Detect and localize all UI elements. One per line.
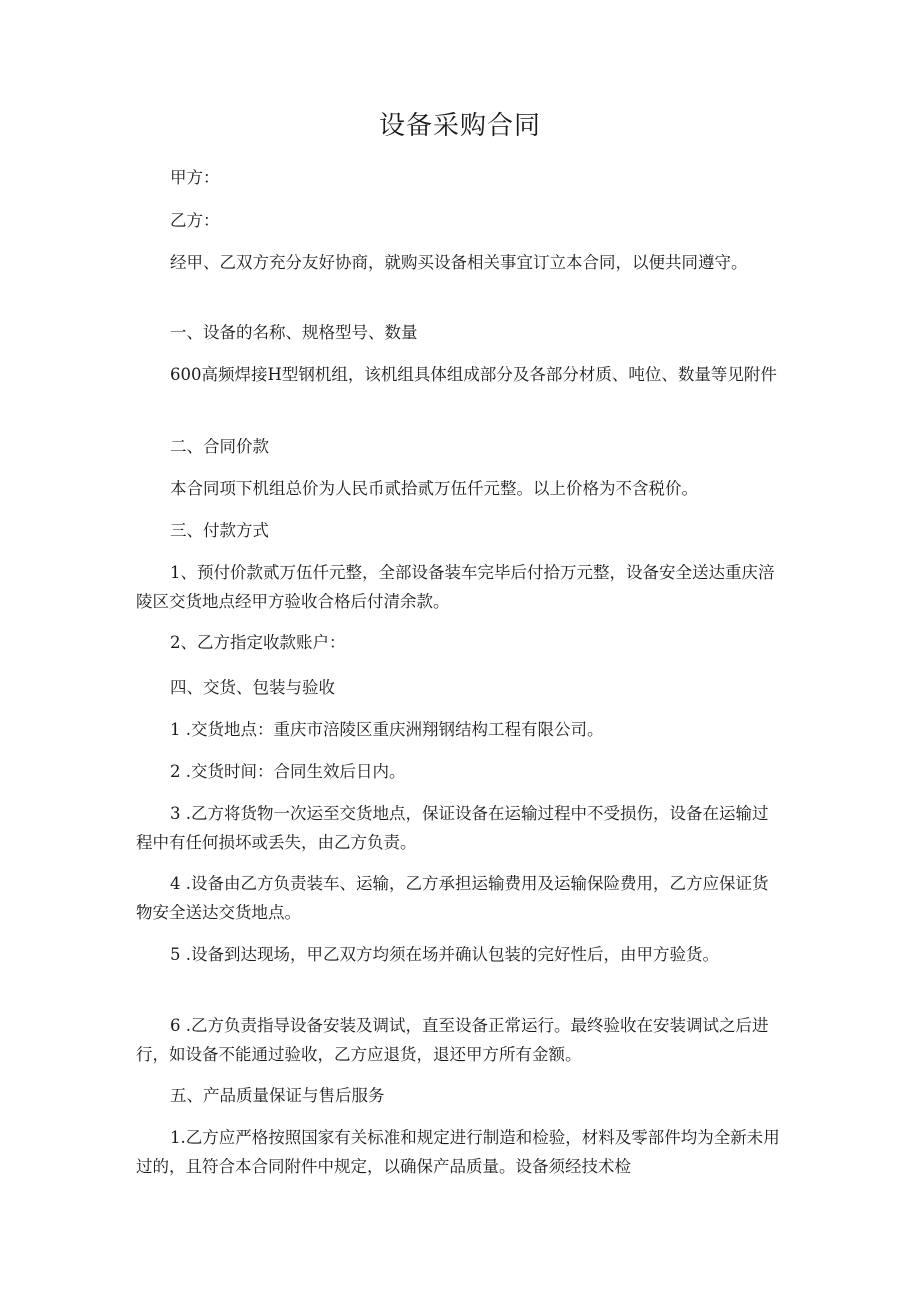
section-heading-2: 二、合同价款 [170, 437, 269, 456]
section-heading-3: 三、付款方式 [170, 521, 269, 540]
delivery-clause-6: 6 .乙方负责指导设备安装及调试，直至设备正常运行。最终验收在安装调试之后进行，如设备不能通过验收，乙方应退货，退还甲方所有金额。 [136, 1016, 769, 1064]
document-title: 设备采购合同 [378, 111, 541, 141]
section-heading-5: 五、产品质量保证与售后服务 [170, 1086, 385, 1105]
delivery-clause-3: 3 .乙方将货物一次运至交货地点，保证设备在运输过程中不受损伤，设备在运输过程中有任何损坏或丢失，由乙方负责。 [136, 804, 769, 852]
payment-clause-2: 2、乙方指定收款账户： [170, 633, 346, 652]
preamble-paragraph: 经甲、乙双方充分友好协商，就购买设备相关事宜订立本合同，以便共同遵守。 [170, 253, 748, 272]
contract-price-paragraph: 本合同项下机组总价为人民币贰拾贰万伍仟元整。以上价格为不含税价。 [170, 479, 698, 498]
delivery-clause-1: 1 .交货地点：重庆市涪陵区重庆洲翔钢结构工程有限公司。 [170, 720, 604, 739]
equipment-description: 600高频焊接H型钢机组，该机组具体组成部分及各部分材质、吨位、数量等见附件 [170, 365, 777, 384]
section-heading-1: 一、设备的名称、规格型号、数量 [170, 323, 418, 342]
delivery-clause-2: 2 .交货时间：合同生效后日内。 [170, 762, 406, 781]
section-heading-4: 四、交货、包装与验收 [170, 678, 335, 697]
party-a-line: 甲方： [170, 168, 220, 187]
quality-clause-1: 1.乙方应严格按照国家有关标准和规定进行制造和检验，材料及零部件均为全新未用过的，且符合本合同附件中规定，以确保产品质量。设备须经技术检 [136, 1128, 780, 1176]
delivery-clause-5: 5 .设备到达现场，甲乙双方均须在场并确认包装的完好性后，由甲方验货。 [170, 945, 719, 964]
delivery-clause-4: 4 .设备由乙方负责装车、运输，乙方承担运输费用及运输保险费用，乙方应保证货物安全送达交货地点。 [136, 874, 769, 922]
party-b-line: 乙方： [170, 211, 220, 230]
payment-clause-1: 1、预付价款贰万伍仟元整，全部设备装车完毕后付拾万元整，设备安全送达重庆涪陵区交货地点经甲方验收合格后付清余款。 [136, 563, 775, 611]
